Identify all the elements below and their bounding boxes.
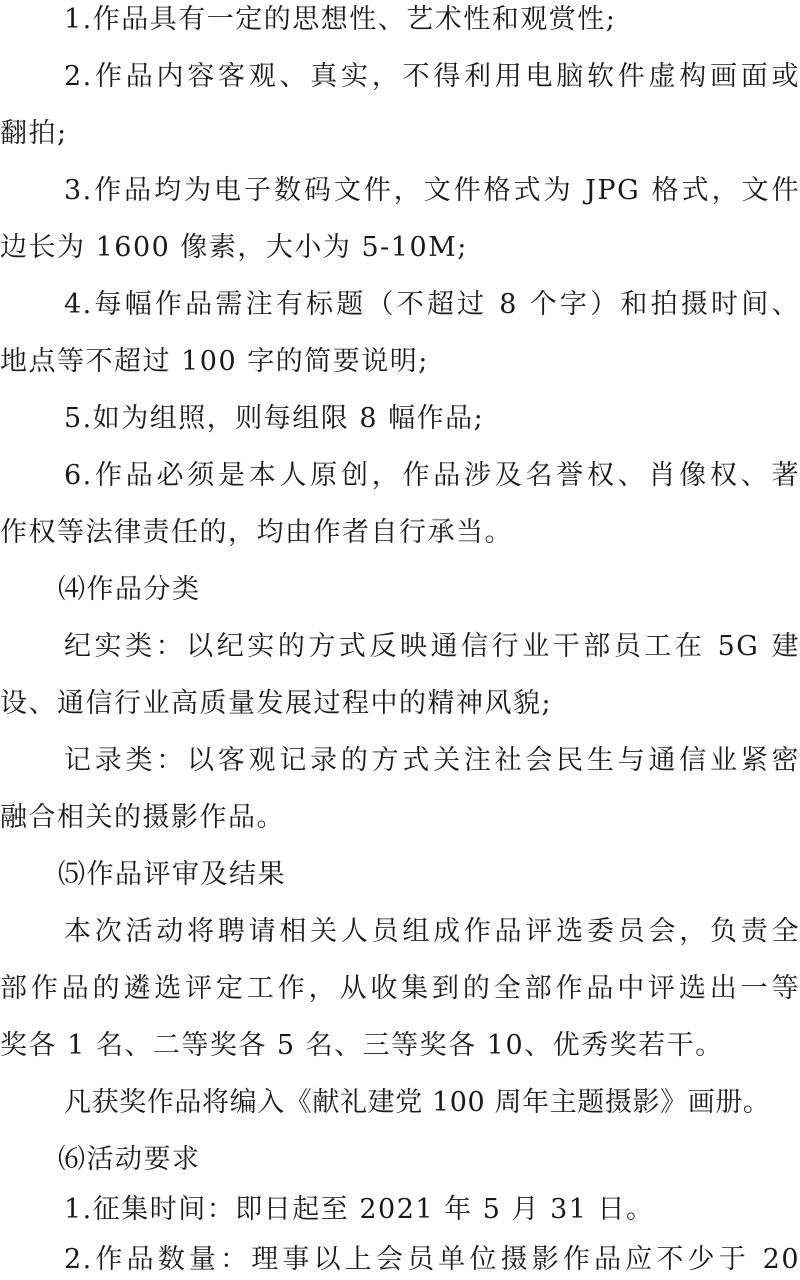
section-heading-categories: ⑷作品分类: [58, 574, 201, 605]
list-item-6-cont: 作权等法律责任的，均由作者自行承当。: [0, 517, 513, 548]
list-item-period: 1.征集时间：即日起至 2021 年 5 月 31 日。: [64, 1194, 655, 1225]
paragraph-review-cont-1: 部作品的遴选评定工作，从收集到的全部作品中评选出一等: [0, 973, 800, 1004]
list-item-4: 4.每幅作品需注有标题（不超过 8 个字）和拍摄时间、: [64, 289, 800, 320]
paragraph-record-cont: 融合相关的摄影作品。: [0, 802, 285, 833]
paragraph-documentary: 纪实类：以纪实的方式反映通信行业干部员工在 5G 建: [64, 631, 800, 662]
paragraph-record: 记录类：以客观记录的方式关注社会民生与通信业紧密: [64, 745, 800, 776]
list-item-6: 6.作品必须是本人原创，作品涉及名誉权、肖像权、著: [64, 460, 800, 491]
paragraph-album: 凡获奖作品将编入《献礼建党 100 周年主题摄影》画册。: [64, 1087, 771, 1118]
list-item-quantity: 2.作品数量：理事以上会员单位摄影作品应不少于 20: [64, 1244, 800, 1275]
list-item-5: 5.如为组照，则每组限 8 幅作品;: [64, 403, 485, 434]
section-heading-requirements: ⑹活动要求: [58, 1144, 201, 1175]
list-item-2-cont: 翻拍;: [0, 118, 68, 149]
list-item-3: 3.作品均为电子数码文件，文件格式为 JPG 格式，文件: [64, 175, 800, 206]
list-item-2: 2.作品内容客观、真实，不得利用电脑软件虚构画面或: [64, 61, 800, 92]
list-item-3-cont: 边长为 1600 像素，大小为 5-10M;: [0, 232, 468, 263]
list-item-4-cont: 地点等不超过 100 字的简要说明;: [0, 346, 429, 377]
paragraph-review-cont-2: 奖各 1 名、二等奖各 5 名、三等奖各 10、优秀奖若干。: [0, 1030, 724, 1061]
paragraph-documentary-cont: 设、通信行业高质量发展过程中的精神风貌;: [0, 688, 553, 719]
list-item-1: 1.作品具有一定的思想性、艺术性和观赏性;: [64, 4, 617, 35]
paragraph-review: 本次活动将聘请相关人员组成作品评选委员会，负责全: [64, 916, 800, 947]
section-heading-review: ⑸作品评审及结果: [58, 859, 286, 890]
